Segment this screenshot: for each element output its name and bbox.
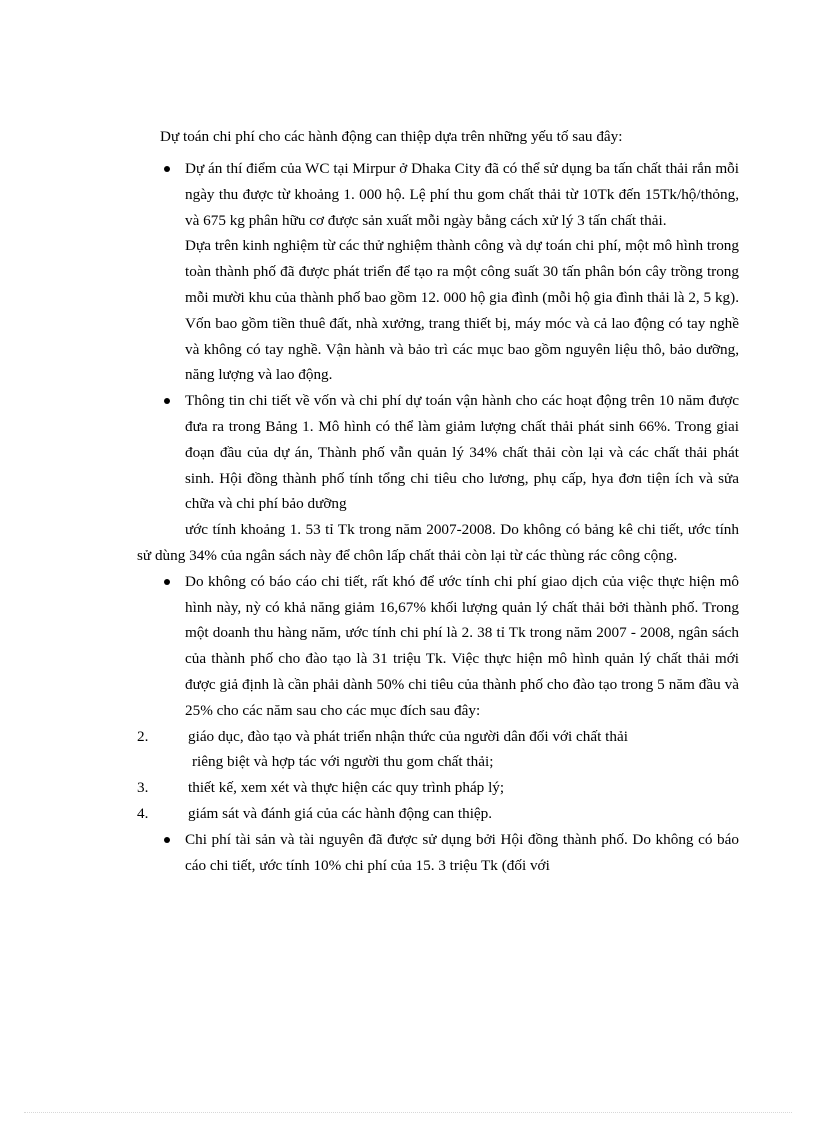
bullet-item-capital-costs [137,388,739,517]
intro-paragraph: Dự toán chi phí cho các hành động can thiệp dựa trên những yếu tố sau đây: [160,128,623,145]
bullet-paragraph: Chi phí tài sản và tài nguyên đã được sử dụng bởi Hội đồng thành phố. Do không có báo cáo chi tiết, ước tính 10% chi phí của 15. 3 triệu Tk (đối với [185,830,739,874]
hanging-paragraph-text: ước tính khoảng 1. 53 tỉ Tk trong năm 2007-2008. Do không có bảng kê chi tiết, ước tính sử dùng 34% của ngân sách này để chôn lấp chất thải còn lại từ các thùng rác công cộng. [137,521,739,564]
bullet-paragraph: Thông tin chi tiết về vốn và chi phí dự toán vận hành cho các hoạt động trên 10 năm được đưa ra trong Bảng 1. Mô hình có thể làm giảm lượng chất thải phát sinh 66%. Trong giai đoạn đầu của dự án, Thành phố vẫn quản lý 34% chất thải còn lại và các chất thải phát sinh. Hội đồng thành phố tính tổng chi tiêu cho lương, phụ cấp, hya đơn tiện ích và sửa chữa và chi phí bảo dưỡng [185,392,739,513]
page-bottom-divider [24,1112,792,1113]
numbered-item [137,724,739,776]
bullet-icon [164,166,170,172]
item-text: giáo dục, đào tạo và phát triển nhận thức của người dân đối với chất thải [188,727,628,745]
item-text: thiết kế, xem xét và thực hiện các quy trình pháp lý; [188,779,505,797]
bullet-paragraph: Dựa trên kinh nghiệm từ các thử nghiệm thành công và dự toán chi phí, một mô hình trong toàn thành phố đã được phát triển để tạo ra một công suất 30 tấn phân bón cây trồng trong mỗi mười khu của thành phố bao gồm 12. 000 hộ gia đình (mỗi hộ gia đình thải là 2, 5 kg). Vốn bao gồm tiền thuê đất, nhà xưởng, trang thiết bị, máy móc và cả lao động có tay nghề và không có tay nghề. Vận hành và bảo trì các mục bao gồm nguyên liệu thô, bảo dưỡng, năng lượng và lao động. [185,237,739,384]
bullet-paragraph: Dự án thí điểm của WC tại Mirpur ở Dhaka City đã có thể sử dụng ba tấn chất thải rắn mỗi ngày thu được từ khoảng 1. 000 hộ. Lệ phí thu gom chất thải từ 10Tk đến 15Tk/hộ/thỏng, và 675 kg phân hữu cơ được sản xuất mỗi ngày bằng cách xử lý 3 tấn chất thải. [185,160,739,229]
bullet-icon [164,579,170,585]
bullet-paragraph: Do không có báo cáo chi tiết, rất khó để ước tính chi phí giao dịch của việc thực hiện mô hình này, nỳ có khả năng giảm 16,67% khối lượng quản lý chất thải bởi thành phố. Trong một doanh thu hàng năm, ước tính chi phí là 2. 38 tỉ Tk trong năm 2007 - 2008, ngân sách của thành phố cho đào tạo là 31 triệu Tk. Việc thực hiện mô hình quản lý chất thải mới được giả định là cần phải dành 50% chi tiêu của thành phố cho đào tạo trong 5 năm đầu và 25% cho các năm sau cho các mục đích sau đây: [185,572,739,719]
bullet-icon [164,398,170,404]
bullet-icon [164,837,170,843]
bullet-item-transaction-costs [137,569,739,724]
bullet-item-pilot-project [137,156,739,388]
bullet-item-asset-costs [137,827,739,879]
item-text-continued: riêng biệt và hợp tác với người thu gom chất thải; [192,753,494,771]
numbered-item [137,801,739,827]
item-number: 2. [137,727,149,745]
document-body [137,156,739,878]
hanging-paragraph [89,517,739,569]
item-number: 4. [137,804,149,822]
item-text: giám sát và đánh giá của các hành động can thiệp. [188,804,493,822]
numbered-item [137,775,739,801]
item-number: 3. [137,779,149,797]
